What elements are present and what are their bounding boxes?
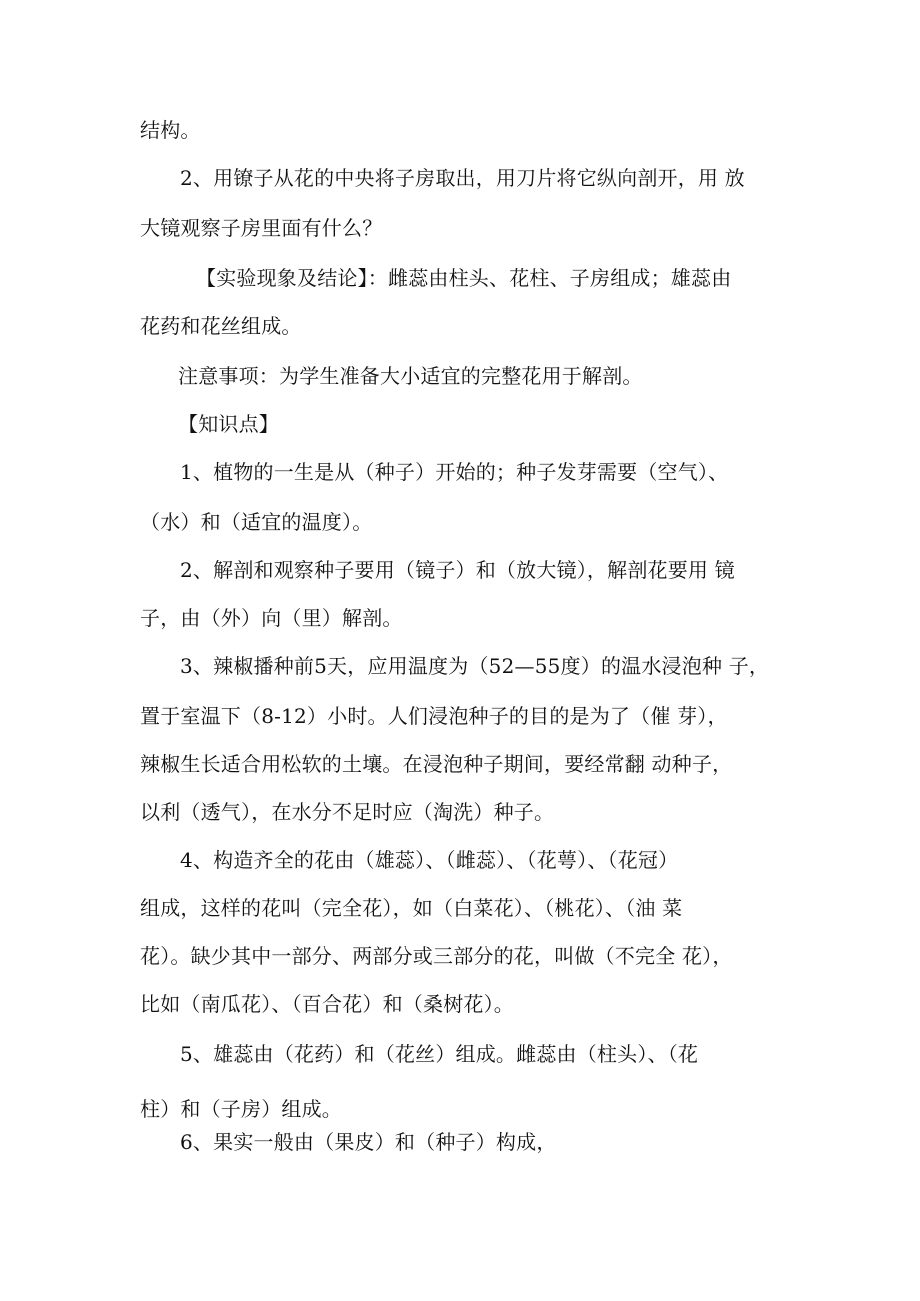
text-line-17: 组成，这样的花叫（完全花），如（白菜花）、（桃花）、（油 菜 [140, 896, 683, 920]
text-line-14: 辣椒生长适合用松软的土壤。在浸泡种子期间，要经常翻 动种子， [140, 752, 733, 776]
text-line-5: 花药和花丝组成。 [140, 314, 302, 338]
text-line-6: 注意事项：为学生准备大小适宜的完整花用于解剖。 [178, 364, 643, 388]
text-line-3: 大镜观察子房里面有什么？ [140, 216, 383, 240]
text-line-8: 1、植物的一生是从（种子）开始的；种子发芽需要（空气）、 [180, 460, 729, 484]
text-line-11: 子，由（外）向（里）解剖。 [140, 606, 403, 630]
text-line-18: 花）。缺少其中一部分、两部分或三部分的花，叫做（不完全 花）， [140, 944, 733, 968]
text-line-15: 以利（透气），在水分不足时应（淘洗）种子。 [140, 800, 555, 824]
text-line-2: 2、用镣子从花的中央将子房取出，用刀片将它纵向剖开，用 放 [180, 166, 745, 190]
text-line-19: 比如（南瓜花）、（百合花）和（桑树花）。 [140, 992, 514, 1016]
text-line-4: 【实验现象及结论】：雌蕊由柱头、花柱、子房组成；雄蕊由 [196, 266, 732, 290]
text-line-9: （水）和（适宜的温度）。 [140, 510, 373, 534]
text-line-16: 4、构造齐全的花由（雄蕊）、（雌蕊）、（花萼）、（花冠） [180, 848, 679, 872]
text-line-13: 置于室温下（8-12）小时。人们浸泡种子的目的是为了（催 芽）， [140, 704, 728, 728]
text-line-21: 柱）和（子房）组成。 [140, 1097, 342, 1121]
text-line-12: 3、辣椒播种前5天，应用温度为（52—55度）的温水浸泡种 子， [180, 654, 770, 678]
text-line-20: 5、雄蕊由（花药）和（花丝）组成。雌蕊由（柱头）、（花 [180, 1042, 699, 1066]
text-line-10: 2、解剖和观察种子要用（镜子）和（放大镜），解剖花要用 镜 [180, 558, 735, 582]
text-line-1: 结构。 [140, 118, 201, 142]
text-line-22: 6、果实一般由（果皮）和（种子）构成， [180, 1130, 557, 1154]
knowledge-heading: 【知识点】 [178, 412, 279, 436]
